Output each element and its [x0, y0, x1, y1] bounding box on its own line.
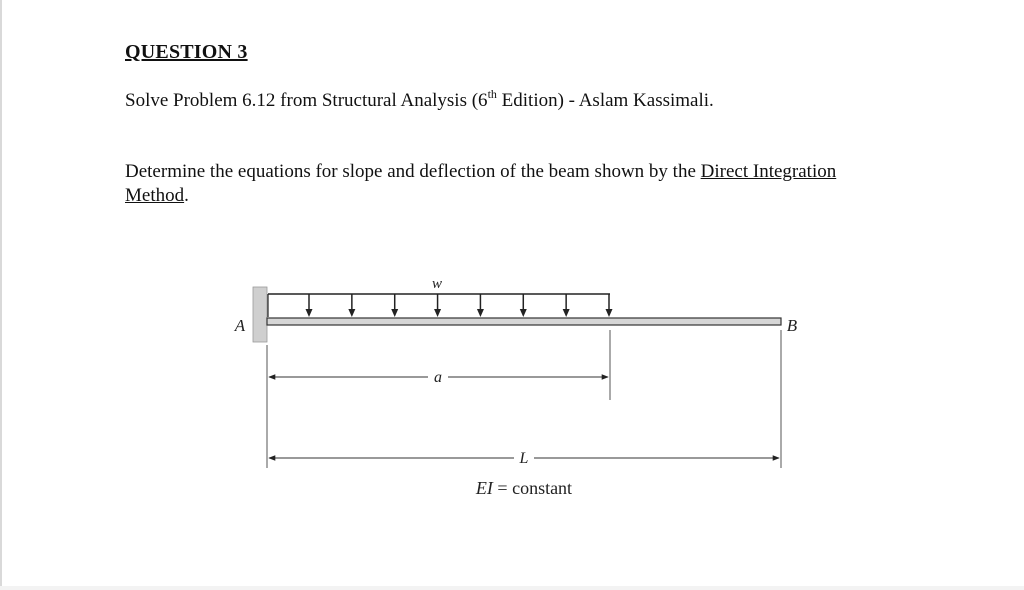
dimension-label-l: L [519, 450, 529, 467]
load-arrow [606, 294, 613, 317]
load-arrow [520, 294, 527, 317]
load-arrow [306, 294, 313, 317]
ei-value: = constant [492, 478, 573, 498]
instruction-period: . [184, 185, 189, 206]
method-link-line2: Method [125, 185, 185, 206]
ei-symbol: EI [475, 478, 493, 498]
problem-prefix: Solve Problem 6.12 from Structural Analysis (6 [125, 90, 488, 111]
problem-suffix: Edition) - Aslam Kassimali. [496, 90, 714, 111]
instruction-text: Determine the equations for slope and deflection of the beam shown by the [125, 161, 701, 182]
ei-constant-label [475, 478, 572, 498]
method-link-line1: Direct Integration [700, 161, 837, 182]
load-arrow [348, 294, 355, 317]
edition-superscript: th [487, 87, 497, 101]
load-arrow [477, 294, 484, 317]
fixed-support-wall [253, 287, 267, 342]
support-label-a: A [234, 316, 246, 335]
beam [267, 318, 781, 325]
load-arrow [434, 294, 441, 317]
load-label-w: w [431, 276, 443, 292]
load-arrow [391, 294, 398, 317]
end-label-b: B [786, 316, 798, 335]
load-arrow [563, 294, 570, 317]
question-title: QUESTION 3 [125, 41, 248, 63]
dimension-label-a: a [434, 369, 442, 386]
distributed-load-arrows [268, 294, 613, 317]
